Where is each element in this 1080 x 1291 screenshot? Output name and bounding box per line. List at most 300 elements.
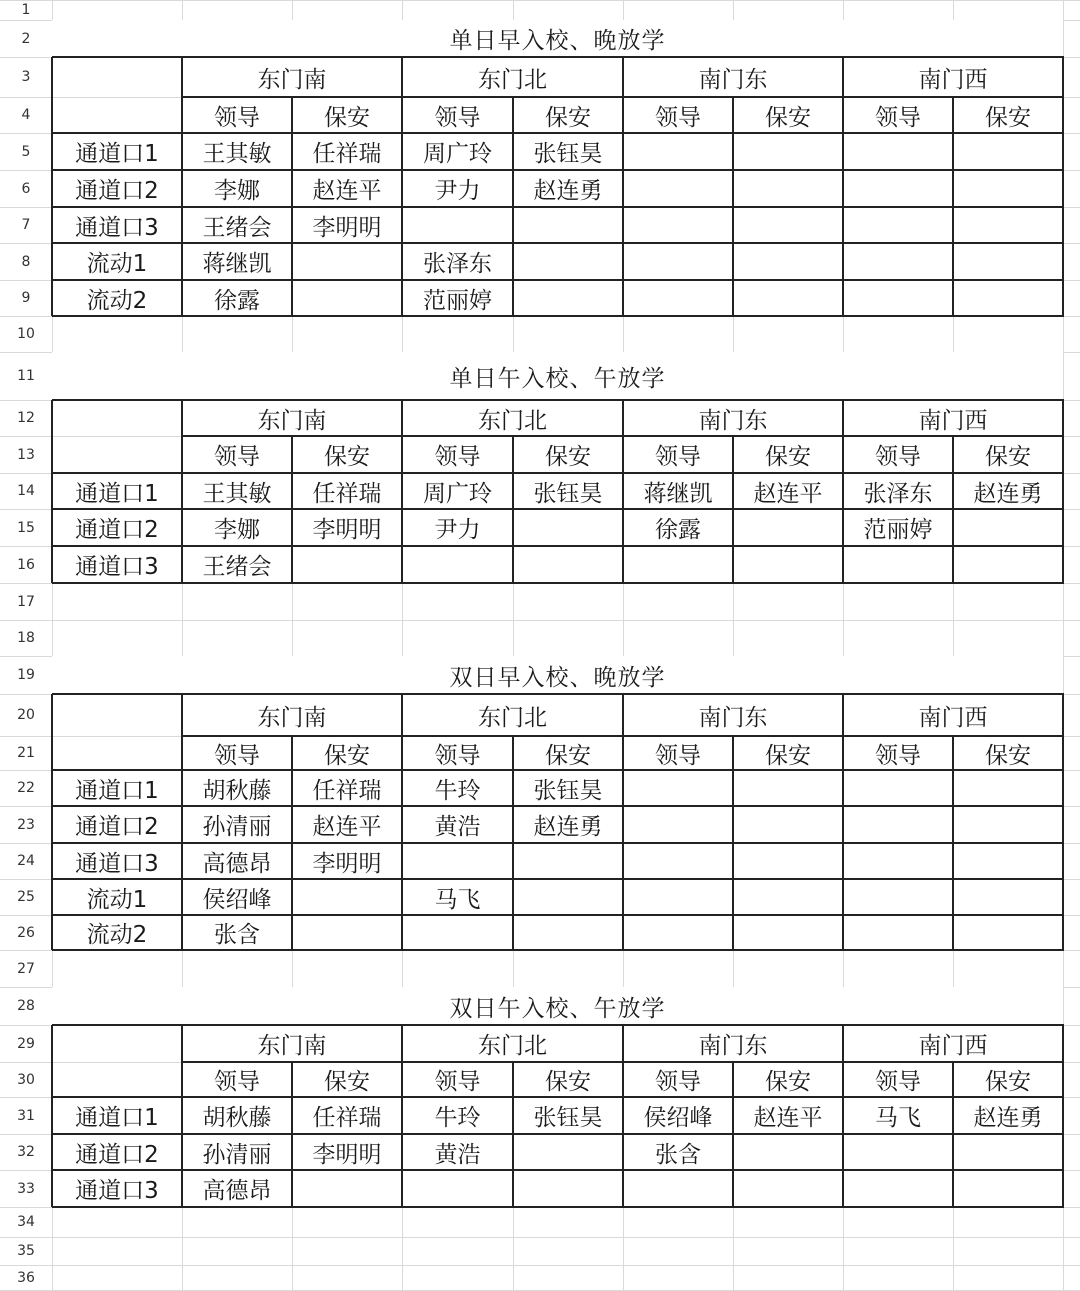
name-cell[interactable] (953, 133, 1063, 170)
row-label[interactable]: 流动1 (52, 243, 182, 280)
row-label[interactable]: 通道口3 (52, 843, 182, 879)
gate-header[interactable]: 南门东 (623, 1025, 843, 1062)
table-border (52, 1169, 1064, 1171)
name-cell[interactable]: 徐露 (623, 509, 733, 546)
table-border (181, 694, 183, 950)
grid-row-line (0, 620, 1080, 621)
table-border (51, 57, 53, 316)
row-number[interactable]: 36 (17, 1269, 35, 1286)
role-header[interactable]: 领导 (182, 436, 292, 473)
name-cell[interactable]: 周广玲 (402, 473, 513, 509)
row-number[interactable]: 34 (17, 1214, 35, 1230)
row-label[interactable]: 通道口3 (52, 1170, 182, 1207)
row-label[interactable]: 通道口2 (52, 1134, 182, 1170)
name-cell[interactable]: 张含 (182, 915, 292, 950)
table-border (952, 736, 954, 950)
row-label[interactable]: 通道口1 (52, 473, 182, 509)
table-border (181, 57, 183, 316)
name-cell[interactable] (953, 207, 1063, 243)
name-cell[interactable] (953, 843, 1063, 879)
table-border (842, 694, 844, 950)
table-border (952, 97, 954, 316)
gate-header[interactable]: 南门东 (623, 400, 843, 436)
name-cell[interactable] (292, 243, 402, 280)
name-cell[interactable]: 徐露 (182, 280, 292, 316)
table-border (512, 97, 514, 316)
role-header[interactable]: 保安 (953, 1062, 1063, 1097)
name-cell[interactable]: 胡秋藤 (182, 770, 292, 806)
role-header[interactable]: 保安 (733, 736, 843, 770)
table-border (401, 57, 403, 316)
name-cell[interactable] (843, 843, 953, 879)
name-cell[interactable] (953, 280, 1063, 316)
name-cell[interactable] (402, 915, 513, 950)
row-label[interactable]: 流动2 (52, 915, 182, 950)
name-cell[interactable] (623, 133, 733, 170)
role-header[interactable]: 保安 (733, 97, 843, 133)
name-cell[interactable]: 任祥瑞 (292, 473, 402, 509)
name-cell[interactable] (953, 879, 1063, 915)
role-header[interactable]: 领导 (402, 736, 513, 770)
gate-header[interactable]: 南门西 (843, 1025, 1063, 1062)
row-number[interactable]: 7 (21, 217, 31, 233)
table-border (512, 1062, 514, 1207)
name-cell[interactable]: 黄浩 (402, 806, 513, 843)
row-number[interactable]: 8 (21, 253, 31, 270)
name-cell[interactable]: 赵连勇 (513, 806, 623, 843)
row-number[interactable]: 28 (17, 998, 35, 1014)
name-cell[interactable]: 范丽婷 (402, 280, 513, 316)
row-number[interactable]: 10 (17, 326, 35, 342)
table-border (952, 436, 954, 583)
name-cell[interactable] (623, 280, 733, 316)
name-cell[interactable] (953, 1134, 1063, 1170)
table-border (291, 97, 293, 316)
name-cell[interactable]: 马飞 (843, 1097, 953, 1134)
name-cell[interactable] (513, 207, 623, 243)
row-number[interactable]: 18 (17, 630, 35, 646)
name-cell[interactable]: 李娜 (182, 509, 292, 546)
role-header[interactable]: 领导 (843, 736, 953, 770)
table-border (52, 56, 1064, 58)
name-cell[interactable] (292, 546, 402, 583)
row-number[interactable]: 20 (17, 707, 35, 723)
row-label[interactable]: 流动2 (52, 280, 182, 316)
name-cell[interactable] (953, 170, 1063, 207)
role-header[interactable]: 领导 (623, 436, 733, 473)
table-border (52, 582, 1064, 584)
role-header[interactable]: 保安 (953, 436, 1063, 473)
name-cell[interactable] (513, 1134, 623, 1170)
name-cell[interactable] (292, 280, 402, 316)
table-border (401, 694, 403, 950)
name-cell[interactable] (623, 770, 733, 806)
name-cell[interactable]: 赵连平 (292, 806, 402, 843)
table-border (512, 436, 514, 583)
table-border (52, 878, 1064, 880)
name-cell[interactable]: 张钰昊 (513, 473, 623, 509)
role-header[interactable]: 保安 (953, 736, 1063, 770)
table-border (52, 545, 1064, 547)
name-cell[interactable] (733, 1134, 843, 1170)
table-border (952, 1062, 954, 1207)
row-number[interactable]: 25 (17, 889, 35, 905)
name-cell[interactable]: 范丽婷 (843, 509, 953, 546)
name-cell[interactable]: 尹力 (402, 170, 513, 207)
name-cell[interactable] (953, 915, 1063, 950)
table-border (512, 736, 514, 950)
row-number[interactable]: 12 (17, 410, 35, 426)
table-border (622, 400, 624, 583)
name-cell[interactable] (843, 1170, 953, 1207)
name-cell[interactable]: 张钰昊 (513, 133, 623, 170)
row-label[interactable]: 通道口2 (52, 806, 182, 843)
table-border (52, 242, 1064, 244)
table-border (181, 1025, 183, 1207)
name-cell[interactable]: 牛玲 (402, 770, 513, 806)
name-cell[interactable] (402, 1170, 513, 1207)
name-cell[interactable] (843, 879, 953, 915)
role-header[interactable]: 领导 (623, 736, 733, 770)
name-cell[interactable]: 孙清丽 (182, 1134, 292, 1170)
role-header[interactable]: 保安 (292, 436, 402, 473)
name-cell[interactable] (953, 770, 1063, 806)
table-border (1062, 400, 1064, 583)
role-header[interactable]: 保安 (513, 736, 623, 770)
row-number[interactable]: 3 (21, 69, 31, 85)
name-cell[interactable]: 马飞 (402, 879, 513, 915)
name-cell[interactable] (843, 806, 953, 843)
gate-header[interactable]: 东门北 (402, 400, 623, 436)
table-border (291, 436, 293, 583)
row-label[interactable]: 通道口3 (52, 546, 182, 583)
gate-header[interactable]: 南门西 (843, 694, 1063, 736)
name-cell[interactable] (733, 1170, 843, 1207)
name-cell[interactable] (953, 806, 1063, 843)
row-number[interactable]: 15 (17, 519, 35, 536)
row-label[interactable]: 通道口2 (52, 170, 182, 207)
role-header[interactable]: 保安 (513, 1062, 623, 1097)
row-number[interactable]: 23 (17, 816, 35, 833)
role-header[interactable]: 领导 (843, 1062, 953, 1097)
role-header[interactable]: 领导 (402, 436, 513, 473)
table-border (1062, 694, 1064, 950)
table-border (181, 400, 183, 583)
name-cell[interactable]: 李明明 (292, 207, 402, 243)
role-header[interactable]: 保安 (292, 1062, 402, 1097)
row-label[interactable]: 通道口3 (52, 207, 182, 243)
table-border (622, 1025, 624, 1207)
role-header[interactable]: 领导 (182, 1062, 292, 1097)
row-number[interactable]: 22 (17, 780, 35, 796)
name-cell[interactable]: 李娜 (182, 170, 292, 207)
role-header[interactable]: 领导 (843, 97, 953, 133)
name-cell[interactable]: 王绪会 (182, 546, 292, 583)
name-cell[interactable] (733, 207, 843, 243)
name-cell[interactable] (733, 133, 843, 170)
name-cell[interactable]: 张泽东 (402, 243, 513, 280)
table-border (52, 472, 1064, 474)
name-cell[interactable] (843, 170, 953, 207)
name-cell[interactable] (733, 546, 843, 583)
name-cell[interactable]: 任祥瑞 (292, 1097, 402, 1134)
role-header[interactable]: 保安 (733, 436, 843, 473)
name-cell[interactable] (513, 509, 623, 546)
row-number[interactable]: 6 (21, 180, 31, 197)
name-cell[interactable]: 侯绍峰 (182, 879, 292, 915)
name-cell[interactable] (843, 1134, 953, 1170)
table-border (52, 1206, 1064, 1208)
table-border (732, 736, 734, 950)
name-cell[interactable]: 高德昂 (182, 1170, 292, 1207)
row-number[interactable]: 1 (21, 2, 31, 18)
name-cell[interactable] (843, 207, 953, 243)
role-header[interactable]: 保安 (292, 736, 402, 770)
table-border (732, 1062, 734, 1207)
table-border (1062, 1025, 1064, 1207)
gate-header[interactable]: 东门南 (182, 400, 402, 436)
name-cell[interactable] (402, 207, 513, 243)
name-cell[interactable] (733, 915, 843, 950)
table-border (291, 1062, 293, 1207)
gate-header[interactable]: 南门西 (843, 57, 1063, 97)
name-cell[interactable] (513, 843, 623, 879)
name-cell[interactable] (733, 280, 843, 316)
table-border (401, 400, 403, 583)
name-cell[interactable]: 李明明 (292, 843, 402, 879)
section-title[interactable]: 单日午入校、午放学 (52, 352, 1063, 400)
role-header[interactable]: 领导 (623, 1062, 733, 1097)
role-header[interactable]: 保安 (292, 97, 402, 133)
gate-header[interactable]: 东门北 (402, 694, 623, 736)
name-cell[interactable]: 尹力 (402, 509, 513, 546)
gate-header[interactable]: 东门南 (182, 57, 402, 97)
name-cell[interactable]: 侯绍峰 (623, 1097, 733, 1134)
name-cell[interactable] (843, 280, 953, 316)
name-cell[interactable]: 赵连平 (733, 1097, 843, 1134)
name-cell[interactable]: 张含 (623, 1134, 733, 1170)
table-border (52, 842, 1064, 844)
table-border (1062, 57, 1064, 316)
role-header[interactable]: 保安 (513, 436, 623, 473)
table-border (52, 1096, 1064, 1098)
name-cell[interactable]: 张钰昊 (513, 1097, 623, 1134)
row-number[interactable]: 29 (17, 1035, 35, 1052)
name-cell[interactable] (733, 509, 843, 546)
row-number[interactable]: 35 (17, 1243, 35, 1259)
table-border (52, 1024, 1064, 1026)
section-title[interactable]: 双日早入校、晚放学 (52, 656, 1063, 694)
gate-header[interactable]: 南门东 (623, 57, 843, 97)
role-header[interactable]: 领导 (402, 97, 513, 133)
name-cell[interactable] (843, 915, 953, 950)
table-border (52, 693, 1064, 695)
row-number[interactable]: 4 (21, 107, 31, 123)
role-header[interactable]: 领导 (623, 97, 733, 133)
name-cell[interactable] (513, 280, 623, 316)
row-label[interactable]: 流动1 (52, 879, 182, 915)
row-number[interactable]: 30 (17, 1071, 35, 1088)
name-cell[interactable]: 王绪会 (182, 207, 292, 243)
gate-header[interactable]: 东门南 (182, 1025, 402, 1062)
row-number[interactable]: 27 (17, 960, 35, 977)
name-cell[interactable] (513, 243, 623, 280)
name-cell[interactable] (623, 1170, 733, 1207)
row-number[interactable]: 32 (17, 1144, 35, 1160)
table-border (52, 508, 1064, 510)
table-border (51, 400, 53, 583)
role-header[interactable]: 保安 (733, 1062, 843, 1097)
table-border (52, 769, 1064, 771)
grid-row-line (0, 1265, 1080, 1266)
gate-header[interactable]: 南门东 (623, 694, 843, 736)
row-number[interactable]: 19 (17, 667, 35, 683)
name-cell[interactable] (623, 843, 733, 879)
grid-row-line (0, 1237, 1080, 1238)
row-number[interactable]: 17 (17, 593, 35, 610)
row-number[interactable]: 21 (17, 745, 35, 761)
table-border (291, 736, 293, 950)
name-cell[interactable] (292, 879, 402, 915)
name-cell[interactable] (733, 770, 843, 806)
table-border (622, 57, 624, 316)
section-title[interactable]: 单日早入校、晚放学 (52, 20, 1063, 57)
name-cell[interactable] (733, 879, 843, 915)
role-header[interactable]: 保安 (953, 97, 1063, 133)
name-cell[interactable] (623, 243, 733, 280)
table-border (51, 1025, 53, 1207)
row-number[interactable]: 31 (17, 1107, 35, 1124)
table-border (52, 169, 1064, 171)
table-border (52, 132, 1064, 134)
row-number[interactable]: 5 (21, 143, 31, 160)
table-border (52, 315, 1064, 317)
name-cell[interactable]: 任祥瑞 (292, 133, 402, 170)
role-header[interactable]: 领导 (182, 97, 292, 133)
name-cell[interactable] (513, 1170, 623, 1207)
name-cell[interactable]: 王其敏 (182, 473, 292, 509)
gate-header[interactable]: 东门北 (402, 57, 623, 97)
name-cell[interactable] (953, 1170, 1063, 1207)
name-cell[interactable]: 蒋继凯 (623, 473, 733, 509)
name-cell[interactable] (292, 1170, 402, 1207)
name-cell[interactable] (513, 915, 623, 950)
row-label[interactable]: 通道口1 (52, 770, 182, 806)
row-number[interactable]: 11 (17, 368, 35, 384)
name-cell[interactable]: 王其敏 (182, 133, 292, 170)
name-cell[interactable]: 张钰昊 (513, 770, 623, 806)
role-header[interactable]: 领导 (402, 1062, 513, 1097)
row-label[interactable]: 通道口2 (52, 509, 182, 546)
table-border (52, 949, 1064, 951)
name-cell[interactable]: 蒋继凯 (182, 243, 292, 280)
table-border (732, 436, 734, 583)
row-number[interactable]: 9 (21, 290, 31, 306)
name-cell[interactable]: 赵连平 (733, 473, 843, 509)
name-cell[interactable] (513, 879, 623, 915)
row-label[interactable]: 通道口1 (52, 1097, 182, 1134)
name-cell[interactable] (733, 243, 843, 280)
table-border (52, 1133, 1064, 1135)
gate-header[interactable]: 南门西 (843, 400, 1063, 436)
name-cell[interactable]: 张泽东 (843, 473, 953, 509)
name-cell[interactable] (843, 770, 953, 806)
name-cell[interactable]: 牛玲 (402, 1097, 513, 1134)
name-cell[interactable]: 赵连勇 (513, 170, 623, 207)
row-number[interactable]: 24 (17, 853, 35, 869)
name-cell[interactable] (953, 509, 1063, 546)
row-number[interactable]: 14 (17, 483, 35, 499)
name-cell[interactable] (733, 170, 843, 207)
row-label[interactable]: 通道口1 (52, 133, 182, 170)
name-cell[interactable] (843, 243, 953, 280)
role-header[interactable]: 领导 (182, 736, 292, 770)
gate-header[interactable]: 东门南 (182, 694, 402, 736)
table-border (52, 805, 1064, 807)
name-cell[interactable]: 李明明 (292, 509, 402, 546)
name-cell[interactable] (843, 133, 953, 170)
row-number[interactable]: 26 (17, 924, 35, 941)
section-title[interactable]: 双日午入校、午放学 (52, 987, 1063, 1025)
name-cell[interactable] (953, 546, 1063, 583)
table-border (622, 694, 624, 950)
name-cell[interactable] (292, 915, 402, 950)
table-border (842, 400, 844, 583)
name-cell[interactable] (623, 806, 733, 843)
name-cell[interactable] (953, 243, 1063, 280)
name-cell[interactable]: 胡秋藤 (182, 1097, 292, 1134)
name-cell[interactable] (513, 546, 623, 583)
name-cell[interactable] (733, 843, 843, 879)
table-border (842, 1025, 844, 1207)
name-cell[interactable] (623, 915, 733, 950)
table-border (51, 694, 53, 950)
name-cell[interactable]: 孙清丽 (182, 806, 292, 843)
table-border (401, 1025, 403, 1207)
name-cell[interactable]: 赵连勇 (953, 1097, 1063, 1134)
name-cell[interactable]: 黄浩 (402, 1134, 513, 1170)
name-cell[interactable]: 任祥瑞 (292, 770, 402, 806)
row-number[interactable]: 2 (21, 30, 31, 47)
name-cell[interactable] (623, 207, 733, 243)
name-cell[interactable] (402, 843, 513, 879)
name-cell[interactable] (623, 546, 733, 583)
row-number[interactable]: 16 (17, 556, 35, 573)
name-cell[interactable] (733, 806, 843, 843)
table-border (52, 279, 1064, 281)
gate-header[interactable]: 东门北 (402, 1025, 623, 1062)
row-number[interactable]: 33 (17, 1180, 35, 1197)
name-cell[interactable] (623, 879, 733, 915)
name-cell[interactable] (402, 546, 513, 583)
name-cell[interactable]: 高德昂 (182, 843, 292, 879)
name-cell[interactable]: 周广玲 (402, 133, 513, 170)
name-cell[interactable] (623, 170, 733, 207)
table-border (52, 914, 1064, 916)
table-border (52, 399, 1064, 401)
table-border (52, 206, 1064, 208)
table-border (732, 97, 734, 316)
name-cell[interactable]: 李明明 (292, 1134, 402, 1170)
row-number[interactable]: 13 (17, 446, 35, 463)
role-header[interactable]: 领导 (843, 436, 953, 473)
role-header[interactable]: 保安 (513, 97, 623, 133)
name-cell[interactable] (843, 546, 953, 583)
table-border (842, 57, 844, 316)
grid-row-line (0, 0, 1080, 1)
name-cell[interactable]: 赵连平 (292, 170, 402, 207)
name-cell[interactable]: 赵连勇 (953, 473, 1063, 509)
